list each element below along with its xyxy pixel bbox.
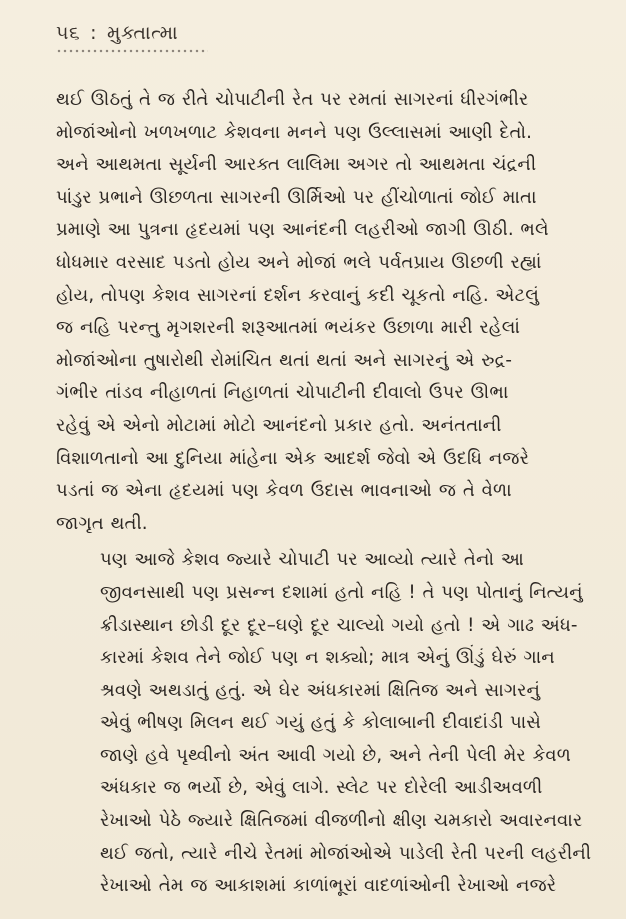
paragraph-2 — [56, 544, 596, 903]
text-line: મોજાંઓના તુષારોથી રોમાંચિત થતાં થતાં અને સાગરનું એ રુદ્ર- — [56, 349, 512, 371]
chapter-title: મુક્તાત્મા — [107, 22, 179, 44]
text-line: રેખાઓ પેઠે જ્યારે ક્ષિતિજમાં વીજળીનો ક્ષીણ ચમકારો અવારનવાર — [100, 810, 583, 832]
text-line: ક્રીડાસ્થાન છોડી દૂર દૂર–ઘણે દૂર ચાલ્યો ગયો હતો ! એ ગાઢ અંધ- — [100, 614, 578, 636]
text-line: પડતાં જ એના હૃદયમાં પણ કેવળ ઉદાસ ભાવનાઓ જ તે વેળા — [56, 480, 512, 502]
text-line: થઈ ઊઠતું તે જ રીતે ચોપાટીની રેત પર રમતાં સાગરનાં ધીરગંભીર — [56, 89, 529, 110]
text-line: જ નહિ પરન્તુ મૃગશરની શરૂઆતમાં ભયંકર ઉછાળા મારી રહેલાં — [56, 317, 520, 339]
text-line: પાંડુર પ્રભાને ઊછળતા સાગરની ઊર્મિઓ પર હીંચોળાતાં જોઈ માતા — [56, 186, 537, 208]
text-line: પણ આજે કેશવ જ્યારે ચોપાટી પર આવ્યો ત્યારે તેનો આ — [100, 549, 524, 571]
header-line — [56, 22, 596, 44]
text-line: હોય, તોપણ કેશવ સાગરનાં દર્શન કરવાનું કદી ચૂકતો નહિ. એટલું — [56, 284, 539, 306]
text-line: રેખાઓ તેમ જ આકાશમાં કાળાંભૂરાં વાદળાંઓની રેખાઓ નજરે — [100, 875, 557, 897]
text-line: વિશાળતાનો આ દુનિયા માંહેના એક આદર્શ જેવો એ ઉદધિ નજરે — [56, 447, 530, 469]
text-line: કારમાં કેશવ તેને જોઈ પણ ન શક્યો; માત્ર એનું ઊંડું ઘેરું ગાન — [100, 647, 555, 669]
text-line: જાણે હવે પૃથ્વીનો અંત આવી ગયો છે, અને તેની પેલી મેર કેવળ — [100, 744, 571, 766]
decorative-rule — [56, 48, 208, 54]
running-header — [56, 22, 596, 54]
text-line: જાગૃત થતી. — [56, 512, 148, 534]
text-line: અંધકાર જ ભર્યો છે, એવું લાગે. સ્લેટ પર દોરેલી આડીઅવળી — [100, 777, 543, 799]
text-line: અને આથમતા સૂર્યની આરક્ત લાલિમા અગર તો આથમતા ચંદ્રની — [56, 154, 537, 176]
text-line: રહેવું એ એનો મોટામાં મોટો આનંદનો પ્રકાર હતો. અનંતતાની — [56, 414, 502, 436]
paragraph-1 — [56, 84, 596, 540]
page-number: ૫૬ — [56, 22, 81, 44]
text-line: મોજાંઓનો ખળખળાટ કેશવના મનને પણ ઉલ્લાસમાં આણી દેતો. — [56, 121, 532, 143]
text-line: થઈ જતો, ત્યારે નીચે રેતમાં મોજાંઓએ પાડેલી રેતી પરની લહરીની — [100, 842, 592, 864]
text-line: ધોધમાર વરસાદ પડતો હોય અને મોજાં ભલે પર્વતપ્રાય ઊછળી રહ્યાં — [56, 251, 542, 273]
text-line: જીવનસાથી પણ પ્રસન્ન દશામાં હતો નહિ ! તે પણ પોતાનું નિત્યનું — [100, 581, 583, 603]
text-line: શ્રવણે અથડાતું હતું. એ ઘેર અંધકારમાં ક્ષિતિજ અને સાગરનું — [100, 679, 541, 701]
text-line: એવું ભીષણ મિલન થઈ ગયું હતું કે કોલાબાની દીવાદાંડી પાસે — [100, 712, 541, 734]
text-line: પ્રમાણે આ પુત્રના હૃદયમાં પણ આનંદની લહરીઓ જાગી ઊઠી. ભલે — [56, 219, 549, 241]
header-separator: : — [90, 22, 98, 44]
text-line: ગંભીર તાંડવ નીહાળતાં નિહાળતાં ચોપાટીની દીવાલો ઉપર ઊભા — [56, 382, 509, 404]
